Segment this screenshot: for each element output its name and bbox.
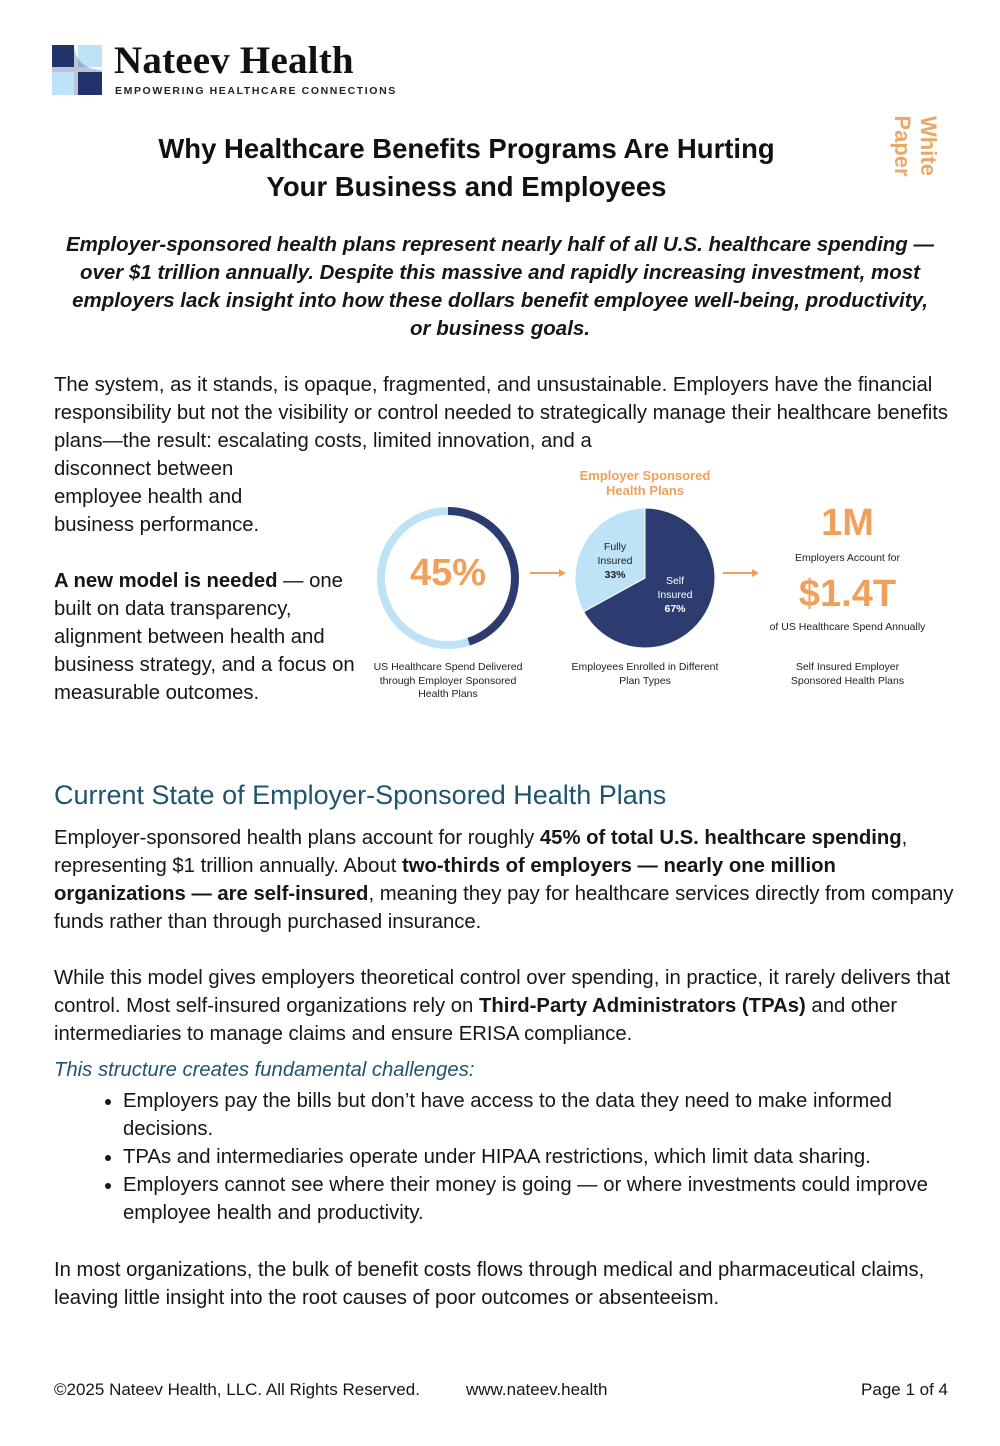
list-item: • TPAs and intermediaries operate under HIPAA restrictions, which limit data sharing. — [123, 1143, 954, 1171]
new-model-text: — one built on data transparency, alignment between health and business strategy, and a focus on measurable outcomes. — [54, 570, 355, 704]
left-column-text — [54, 455, 364, 707]
challenges-list — [54, 1087, 954, 1227]
footer-page-number: Page 1 of 4 — [861, 1380, 948, 1399]
arrow-icon — [530, 569, 566, 577]
paragraph-system: The system, as it stands, is opaque, fragmented, and unsustainable. Employers have the financial responsibility but not the visibility or control needed to strategically manage their healthcare benefits plans—the result: escalating costs, limited innovation, and a — [54, 374, 948, 452]
title-line-2: Your Business and Employees — [266, 171, 667, 202]
list-item: • Employers pay the bills but don’t have access to the data they need to make informed decisions. — [123, 1087, 954, 1143]
stat-line-2: of US Healthcare Spend Annually — [769, 621, 926, 633]
paragraph-current-state: Employer-sponsored health plans account for roughly 45% of total U.S. healthcare spending, representing $1 trillion annually. About two-thirds of employers — nearly one million organizations — are self-insured, meaning they pay for healthcare services directly from company funds rather than through purchased insurance. — [54, 827, 954, 933]
pie-label-fully-insured: Fully Insured 33% — [597, 541, 633, 581]
stat-caption: Self Insured Employer Sponsored Health Plans — [790, 661, 905, 687]
section-heading: Current State of Employer-Sponsored Health Plans — [54, 780, 667, 810]
paragraph-costs: In most organizations, the bulk of benefit costs flows through medical and pharmaceutical claims, leaving little insight into the root causes of poor outcomes or absenteeism. — [54, 1259, 925, 1309]
stat-employers: 1M — [821, 502, 874, 544]
paragraph-tpa: While this model gives employers theoretical control over spending, in practice, it rarely delivers that control. Most self-insured organizations rely on Third-Party Administrators (TPAs) and other intermediaries to manage claims and ensure ERISA compliance. — [54, 967, 951, 1045]
paragraph-system-continued: disconnect between employee health and business performance. — [54, 458, 260, 536]
challenges-intro: This structure creates fundamental challenges: — [54, 1059, 475, 1081]
intro-summary: Employer-sponsored health plans represent nearly half of all U.S. healthcare spending — over $1 trillion annually. Despite this massive and rapidly increasing investment, most employers lack insight into how these dollars benefit employee well-being, productivity, or business goals. — [65, 233, 935, 340]
pie-caption: Employees Enrolled in Different Plan Types — [571, 661, 719, 687]
logo-mark — [52, 45, 102, 95]
new-model-paragraph — [54, 567, 364, 707]
infographic — [370, 460, 950, 710]
document-title — [100, 130, 833, 206]
white-paper-label: White Paper — [890, 115, 941, 177]
stat-line-1: Employers Account for — [794, 552, 901, 564]
brand-name: Nateev Health — [114, 39, 354, 82]
new-model-bold: A new model is needed — [54, 570, 278, 592]
arrow-icon — [723, 569, 759, 577]
ring-caption: US Healthcare Spend Delivered through Employer Sponsored Health Plans — [373, 661, 523, 700]
footer-copyright: ©2025 Nateev Health, LLC. All Rights Reserved. — [54, 1380, 420, 1399]
pie-label-self-insured: Self Insured 67% — [657, 575, 693, 615]
title-line-1: Why Healthcare Benefits Programs Are Hurting — [158, 133, 775, 164]
ring-value-label: 45% — [409, 552, 487, 594]
pie-title: Employer Sponsored Health Plans — [579, 468, 711, 498]
list-item: • Employers cannot see where their money is going — or where investments could improve employee health and productivity. — [123, 1171, 954, 1227]
footer-website-link[interactable]: www.nateev.health — [466, 1380, 608, 1399]
brand-tagline: EMPOWERING HEALTHCARE CONNECTIONS — [115, 85, 397, 97]
stat-spend: $1.4T — [798, 573, 897, 615]
